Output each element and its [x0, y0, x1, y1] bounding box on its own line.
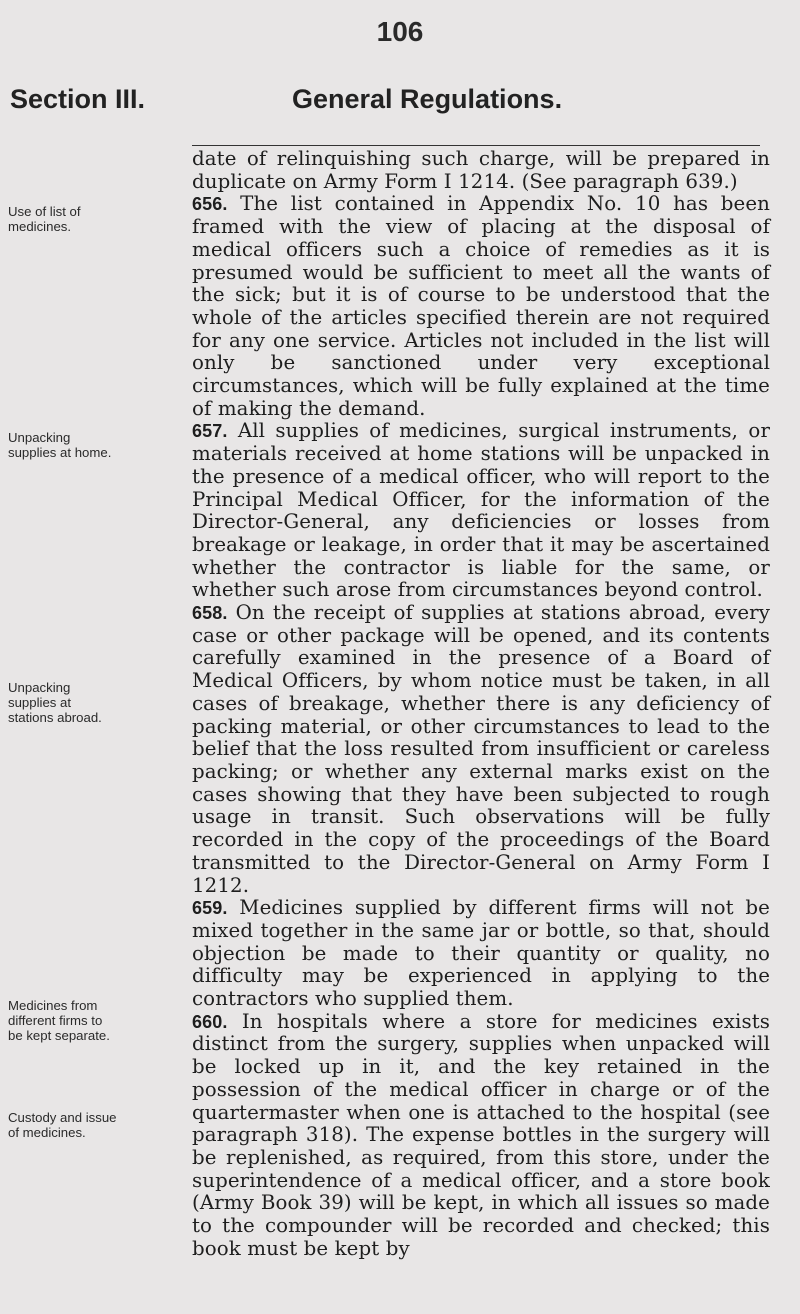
paragraph-text: The list contained in Appendix No. 10 has been framed with the view of placing at the disposal of medical officers such a choice of remedies as it is presumed would be sufficient to meet all the wants of the sick; but it is of course to be understood that the whole of the articles specified therein are not required for any one service. Articles not included in the list will only be sanctioned under very exceptional circumstances, which will be fully explained at the time of making the demand.: [192, 192, 770, 420]
margin-note-656: Use of list of medicines.: [8, 204, 81, 234]
section-label: Section III.: [10, 84, 146, 114]
paragraph-text: On the receipt of supplies at stations abroad, every case or other package will be opened, and its contents carefully examined in the presence of a Board of Medical Officers, by whom notice must be taken, in all cases of breakage, whether there is any deficiency of packing material, or other circumstances to lead to the belief that the loss resulted from insufficient or careless packing; or whether any external marks exist on the cases showing that they have been subjected to rough usage in transit. Such observations will be fully recorded in the copy of the proceedings of the Board transmitted to the Director-General on Army Form I 1212.: [192, 601, 771, 897]
paragraph-text: In hospitals where a store for medicines exists distinct from the surgery, supplies when unpacked will be locked up in it, and the key retained in the possession of the medical officer in charge or of the quartermaster when one is attached to the hospital (see paragraph 318). The expense bottles in the surgery will be replenished, as required, from this store, under the superintendence of a medical officer, and a store book (Army Book 39) will be kept, in which all issues so made to the compounder will be recorded and checked; this book must be kept by: [192, 1009, 771, 1260]
paragraph-number: 657.: [192, 421, 228, 442]
header-rule: [192, 145, 760, 146]
paragraph-657: [192, 420, 770, 602]
margin-note-658: Unpacking supplies at stations abroad.: [8, 680, 102, 725]
page-number: 106: [376, 16, 424, 47]
paragraph-text: Medicines supplied by different firms will not be mixed together in the same jar or bottle, so that, should objection be made to their quantity or quality, no difficulty may be experienced in applying to the contractors who supplied them.: [192, 896, 770, 1011]
paragraph-658: [192, 602, 770, 897]
margin-note-657: Unpacking supplies at home.: [8, 430, 112, 460]
margin-note-660: Custody and issue of medicines.: [8, 1110, 117, 1140]
body-text: [192, 148, 770, 1260]
paragraph-number: 660.: [192, 1011, 228, 1032]
paragraph-660: [192, 1011, 770, 1261]
paragraph-number: 659.: [192, 898, 228, 919]
margin-note-659: Medicines from different firms to be kept separate.: [8, 998, 110, 1043]
paragraph-number: 658.: [192, 603, 228, 624]
paragraph-number: 656.: [192, 194, 228, 215]
running-title: General Regulations.: [292, 84, 563, 114]
paragraph-659: [192, 897, 770, 1011]
paragraph-text: All supplies of medicines, surgical instruments, or materials received at home stations will be unpacked in the presence of a medical officer, who will report to the Principal Medical Officer, for the information of the Director-General, any deficiencies or losses from breakage or leakage, in order that it may be ascertained whether the contractor is liable for the same, or whether such arose from circumstances beyond control.: [192, 419, 771, 602]
paragraph-656: [192, 193, 770, 420]
continued-paragraph: date of relinquishing such charge, will be prepared in duplicate on Army Form I 1214. (See paragraph 639.): [192, 147, 770, 193]
